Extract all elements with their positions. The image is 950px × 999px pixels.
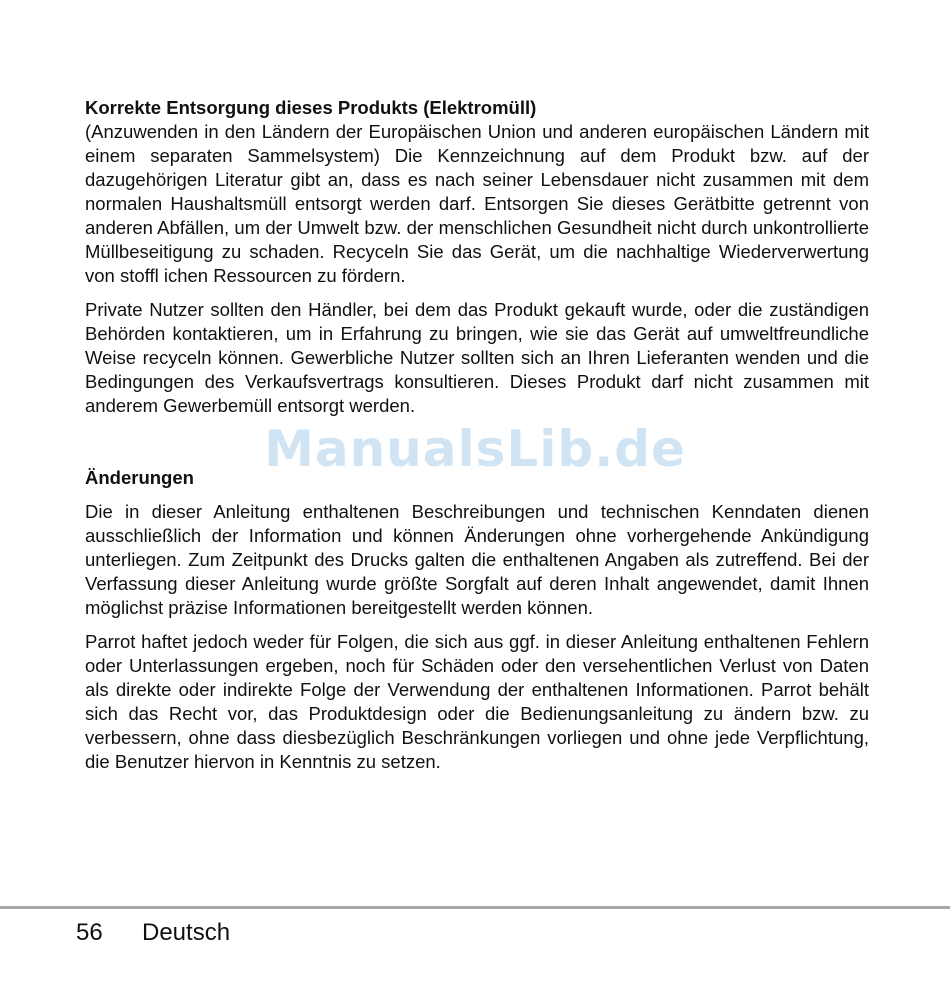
section-heading-disposal: Korrekte Entsorgung dieses Produkts (Elektromüll) xyxy=(85,97,537,118)
footer-divider xyxy=(0,906,950,909)
paragraph-disposal-2: Private Nutzer sollten den Händler, bei dem das Produkt gekauft wurde, oder die zuständigen Behörden kontaktieren, um in Erfahrung zu bringen, wie sie das Gerät auf umweltfreundliche Weise recyceln können. Gewerbliche Nutzer sollten sich an Ihren Lieferanten wenden und die Bedingungen des Verkaufsvertrags konsultieren. Dieses Produkt darf nicht zusammen mit anderem Gewerbemüll entsorgt werden. xyxy=(85,299,869,416)
section-heading-changes: Änderungen xyxy=(85,467,194,488)
paragraph-disposal-1: (Anzuwenden in den Ländern der Europäischen Union und anderen europäischen Ländern mit einem separaten Sammelsystem) Die Kennzeichnung auf dem Produkt bzw. auf der dazugehörigen Literatur gibt an, dass es nach seiner Lebensdauer nicht zusammen mit dem normalen Haushaltsmüll entsorgt werden darf. Entsorgen Sie dieses Gerätbitte getrennt von anderen Abfällen, um der Umwelt bzw. der menschlichen Gesundheit nicht durch unkontrollierte Müllbeseitigung zu schaden. Recyceln Sie das Gerät, um die nachhaltige Wiederverwertung von stoffl ichen Ressourcen zu fördern. xyxy=(85,121,869,286)
section-spacer xyxy=(85,428,869,466)
paragraph-changes-1: Die in dieser Anleitung enthaltenen Beschreibungen und technischen Kenndaten dienen ausschließlich der Information und können Änderungen ohne vorhergehende Ankündigung unterliegen. Zum Zeitpunkt des Drucks galten die enthaltenen Angaben als zutreffend. Bei der Verfassung dieser Anleitung wurde größte Sorgfalt auf deren Inhalt angewendet, damit Ihnen möglichst präzise Informationen bereitgestellt werden können. xyxy=(85,501,869,618)
document-body xyxy=(85,96,869,784)
paragraph-changes-2: Parrot haftet jedoch weder für Folgen, die sich aus ggf. in dieser Anleitung enthaltenen Fehlern oder Unterlassungen ergeben, noch für Schäden oder den versehentlichen Verlust von Daten als direkte oder indirekte Folge der Verwendung der enthaltenen Informationen. Parrot behält sich das Recht vor, das Produktdesign oder die Bedienungsanleitung zu ändern bzw. zu verbessern, ohne dass diesbezüglich Beschränkungen vorliegen und ohne jede Verpflichtung, die Benutzer hiervon in Kenntnis zu setzen. xyxy=(85,631,869,772)
page-number: 56 xyxy=(76,919,103,946)
page-footer xyxy=(76,918,230,948)
watermark: ManualsLib.de xyxy=(264,420,686,478)
footer-language: Deutsch xyxy=(142,919,231,946)
